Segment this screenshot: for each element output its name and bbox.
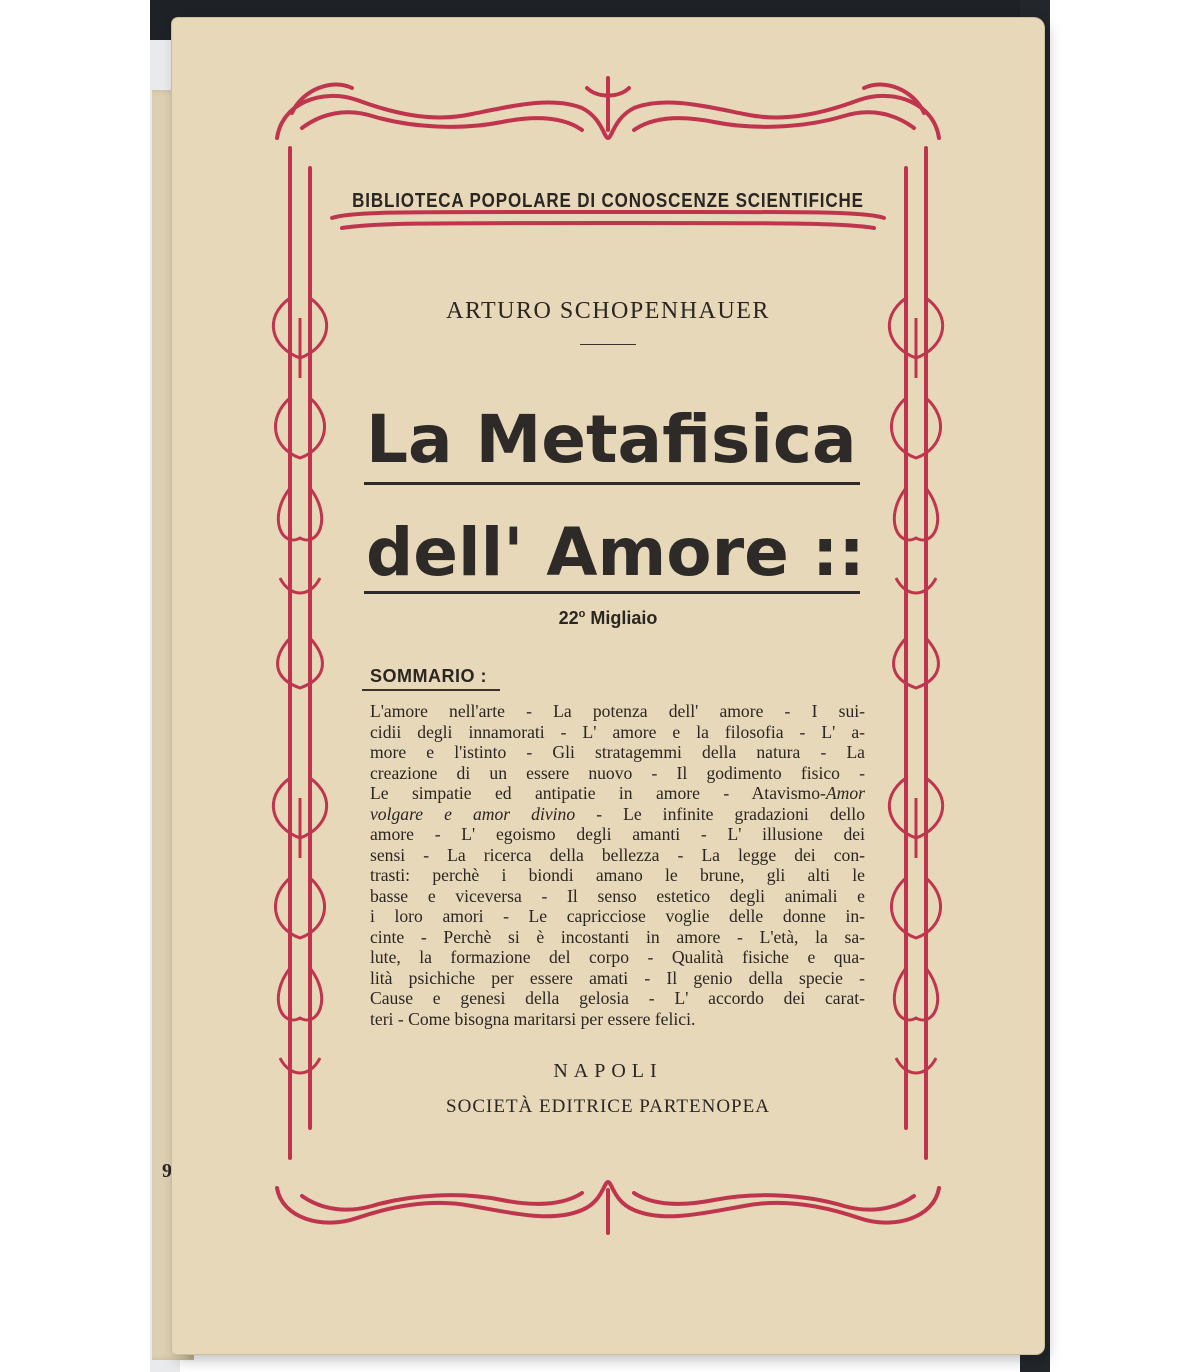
summary-italic: Amor — [825, 783, 865, 803]
edition-number: 22 — [558, 608, 579, 628]
summary-line: cidii degli innamorati - L' amore e la filosofia - L' a- — [370, 721, 865, 742]
summary-line: lità psichiche per essere amati - Il genio della specie - — [370, 967, 865, 988]
summary-line: Cause e genesi della gelosia - L' accordo dei carat- — [370, 988, 865, 1008]
spine-volume-number: 9 — [162, 1160, 172, 1182]
summary-line: basse e viceversa - Il senso estetico degli animali e — [370, 885, 865, 906]
summary-line: creazione di un essere nuovo - Il godimento fisico - — [370, 762, 865, 783]
summary-line: amore - L' egoismo degli amanti - L' illusione dei — [370, 824, 865, 844]
summary-line-part: - Le infinite gradazioni dello — [596, 803, 865, 824]
summary-line: lute, la formazione del corpo - Qualità fisiche e qua- — [370, 947, 865, 967]
publication-place: NAPOLI — [553, 1060, 663, 1082]
art-nouveau-border — [172, 18, 1044, 1354]
series-title: BIBLIOTECA POPOLARE DI CONOSCENZE SCIENTIFICHE — [352, 190, 864, 212]
book-cover — [172, 18, 1044, 1354]
book-title-line-2 — [366, 514, 865, 591]
summary-line: cinte - Perchè si è incostanti in amore - L'età, la sa- — [370, 926, 865, 947]
summary-line — [370, 804, 865, 825]
title-divider — [364, 591, 860, 594]
title-divider — [364, 482, 860, 485]
title-ornament: :: — [811, 514, 865, 591]
author-divider — [580, 344, 636, 345]
title-line-2-text: dell' Amore — [366, 514, 789, 591]
summary-text — [370, 701, 865, 1029]
summary-line — [370, 783, 865, 804]
author-name: ARTURO SCHOPENHAUER — [446, 298, 770, 324]
edition-note — [172, 608, 1044, 629]
publisher-name: SOCIETÀ EDITRICE PARTENOPEA — [446, 1096, 770, 1117]
summary-heading-underline — [362, 689, 500, 691]
summary-line: more e l'istinto - Gli stratagemmi della natura - La — [370, 742, 865, 762]
book-title-line-1: La Metafisica — [366, 401, 857, 478]
summary-line: trasti: perchè i biondi amano le brune, gli alti le — [370, 865, 865, 885]
summary-italic: volgare e amor divino — [370, 803, 576, 824]
summary-line: i loro amori - Le capricciose voglie delle donne in- — [370, 906, 865, 926]
summary-heading: SOMMARIO : — [370, 666, 487, 686]
edition-superscript: o — [578, 608, 586, 620]
edition-word: Migliaio — [590, 608, 658, 628]
summary-line-part: Le simpatie ed antipatie in amore - Atavismo- — [370, 783, 826, 803]
summary-line: teri - Come bisogna maritarsi per essere felici. — [370, 1008, 696, 1029]
summary-line: L'amore nell'arte - La potenza dell' amore - I sui- — [370, 701, 865, 721]
summary-line: sensi - La ricerca della bellezza - La legge dei con- — [370, 844, 865, 865]
